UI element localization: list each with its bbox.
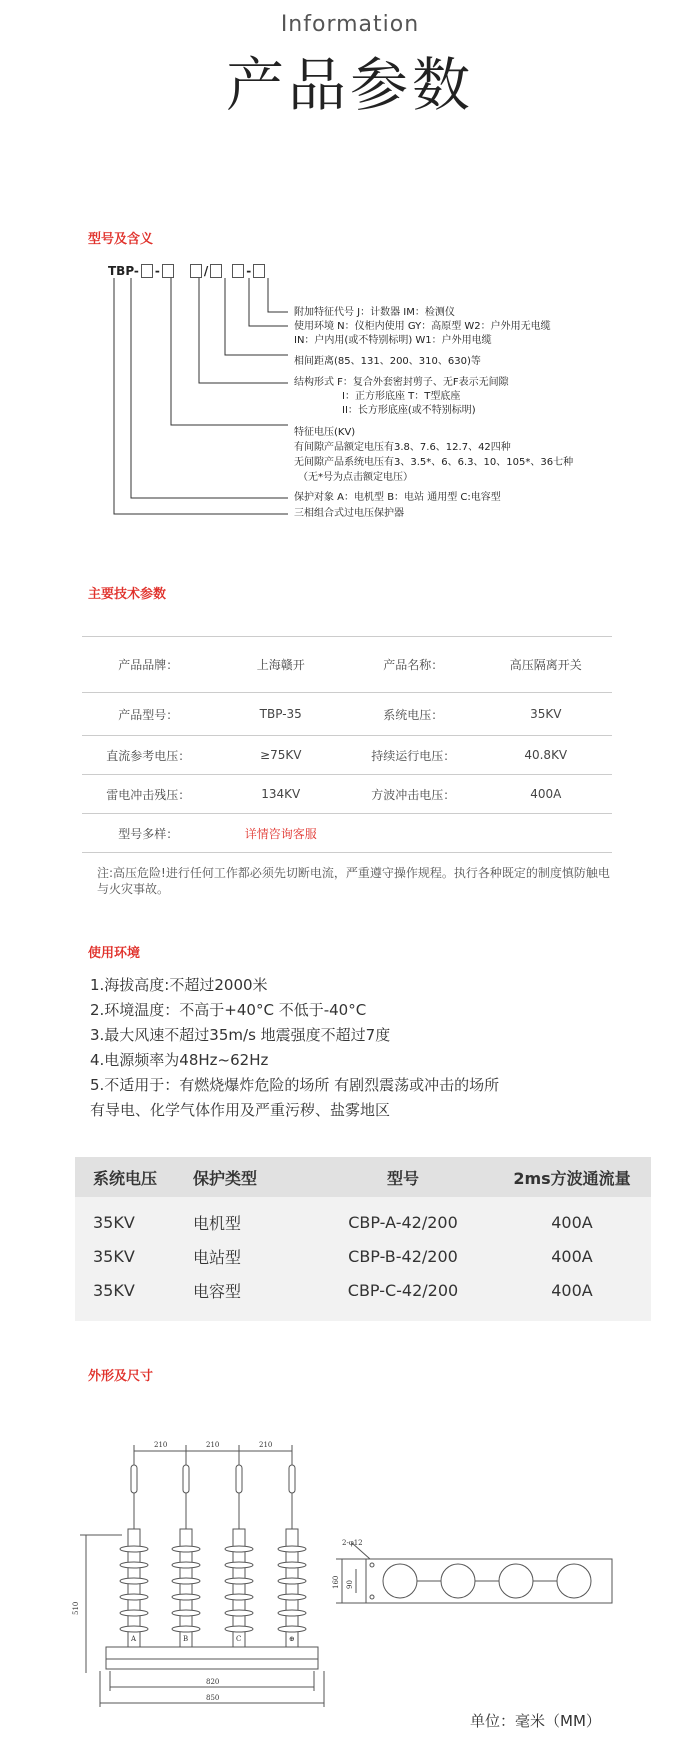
list-item: 有导电、化学气体作用及严重污秽、盐雾地区 xyxy=(90,1101,391,1119)
table-cell: 电站型 xyxy=(193,1247,242,1267)
spec-value: ≥75KV xyxy=(260,748,302,762)
legend-line: IN：户内用(或不特别标明) W1：户外用电缆 xyxy=(294,335,492,346)
legend-line: （无*号为点击额定电压） xyxy=(298,472,413,483)
table-header xyxy=(75,1157,651,1197)
dim-spacing: 210 xyxy=(154,1441,168,1449)
table-row xyxy=(82,693,612,736)
code-sep: - xyxy=(246,264,252,278)
table-cell: CBP-B-42/200 xyxy=(348,1246,458,1266)
legend-line: 特征电压(KV) xyxy=(294,427,356,438)
legend-line: I：正方形底座 T：T型底座 xyxy=(342,391,461,402)
model-code-bracket xyxy=(108,278,288,518)
spec-value: TBP-35 xyxy=(259,707,302,721)
list-item: 3.最大风速不超过35m/s 地震强度不超过7度 xyxy=(90,1026,391,1044)
list-item: 4.电源频率为48Hz~62Hz xyxy=(90,1051,269,1069)
code-box xyxy=(162,264,174,278)
code-sep: / xyxy=(203,264,209,278)
top-view-drawing xyxy=(330,1535,620,1625)
phase-label: ⊕ xyxy=(289,1635,295,1643)
dim-spacing: 210 xyxy=(259,1441,273,1449)
env-list xyxy=(90,973,499,1123)
list-item: 2.环境温度：不高于+40°C 不低于-40°C xyxy=(90,1001,367,1019)
model-section-title: 型号及含义 xyxy=(88,232,154,247)
table-header-cell: 型号 xyxy=(386,1168,419,1188)
spec-label: 型号多样： xyxy=(118,826,179,841)
table-cell: 35KV xyxy=(93,1212,135,1232)
code-prefix: TBP- xyxy=(108,264,139,278)
dim-spacing: 210 xyxy=(206,1441,220,1449)
dim-side-height: 160 xyxy=(332,1575,340,1589)
phase-label: C xyxy=(236,1635,242,1643)
code-sep: - xyxy=(154,264,160,278)
spec-value: 40.8KV xyxy=(524,748,568,762)
spec-label: 持续运行电压： xyxy=(371,748,456,763)
table-row xyxy=(75,1205,651,1239)
legend-line: II：长方形底座(或不特别标明) xyxy=(342,405,476,416)
legend-line: 无间隙产品系统电压有3、3.5*、6、6.3、10、105*、36七种 xyxy=(294,457,574,468)
spec-label: 产品名称： xyxy=(383,658,444,672)
page-title: 产品参数 xyxy=(225,51,474,119)
phase-label: B xyxy=(183,1635,189,1643)
spec-label: 方波冲击电压： xyxy=(371,787,456,802)
table-cell: 35KV xyxy=(93,1246,135,1266)
table-row xyxy=(75,1273,651,1307)
table-cell: CBP-A-42/200 xyxy=(348,1212,458,1232)
code-box xyxy=(253,264,265,278)
spec-label: 产品型号： xyxy=(118,707,179,722)
model-table xyxy=(75,1157,651,1321)
spec-section-title: 主要技术参数 xyxy=(88,587,167,602)
insulator-stack xyxy=(120,1465,306,1647)
table-row xyxy=(82,775,612,814)
spec-label: 系统电压： xyxy=(383,707,444,722)
legend-line: 使用环境 N：仪柜内使用 GY：高原型 W2：户外用无电缆 xyxy=(294,321,551,332)
dim-outer-width: 850 xyxy=(206,1694,220,1702)
code-box xyxy=(141,264,153,278)
list-item: 5.不适用于：有燃烧爆炸危险的场所 有剧烈震荡或冲击的场所 xyxy=(90,1076,500,1094)
list-item: 1.海拔高度:不超过2000米 xyxy=(90,976,268,994)
front-view-drawing xyxy=(70,1425,350,1715)
spec-value: 400A xyxy=(530,787,562,801)
table-header-cell: 系统电压 xyxy=(93,1168,158,1188)
safety-note: 注:高压危险!进行任何工作都必须先切断电流，严重遵守操作规程。执行各种既定的制度慎防触电与火灾事故。 xyxy=(97,866,610,896)
code-box xyxy=(210,264,222,278)
spec-value: 上海赣开 xyxy=(256,658,305,672)
table-row xyxy=(82,814,612,853)
legend-line: 相间距离(85、131、200、310、630)等 xyxy=(294,356,481,367)
dim-height: 510 xyxy=(72,1601,80,1615)
legend-line: 三相组合式过电压保护器 xyxy=(294,508,404,519)
consult-service-link[interactable]: 详情咨询客服 xyxy=(244,826,317,841)
table-cell: 400A xyxy=(551,1280,593,1300)
unit-label: 单位：毫米（MM） xyxy=(470,1712,601,1730)
spec-value: 35KV xyxy=(530,707,562,721)
code-box xyxy=(190,264,202,278)
dim-hole: 2-φ12 xyxy=(342,1539,363,1547)
table-cell: 400A xyxy=(551,1246,593,1266)
dim-inner-width: 820 xyxy=(206,1678,220,1686)
table-cell: CBP-C-42/200 xyxy=(347,1280,459,1300)
dimension-section-title: 外形及尺寸 xyxy=(88,1369,154,1384)
phase-label: A xyxy=(131,1635,137,1643)
spec-label: 直流参考电压： xyxy=(106,748,191,763)
table-row xyxy=(75,1239,651,1273)
table-cell: 400A xyxy=(551,1212,593,1232)
spec-table xyxy=(82,636,612,853)
table-cell: 电机型 xyxy=(193,1213,242,1233)
model-code xyxy=(108,264,265,278)
table-row xyxy=(82,736,612,775)
header-en-title: Information xyxy=(280,12,420,37)
spec-label: 雷电冲击残压： xyxy=(106,787,191,802)
table-header-cell: 保护类型 xyxy=(193,1168,258,1188)
table-cell: 35KV xyxy=(93,1280,135,1300)
code-box xyxy=(232,264,244,278)
table-header-cell: 2ms方波通流量 xyxy=(513,1168,631,1188)
table-cell: 电容型 xyxy=(193,1281,242,1301)
spec-value: 134KV xyxy=(261,787,301,801)
legend-line: 有间隙产品额定电压有3.8、7.6、12.7、42四种 xyxy=(294,442,511,453)
table-row xyxy=(82,637,612,693)
spec-label: 产品品牌： xyxy=(118,658,179,672)
legend-line: 附加特征代号 J：计数器 IM：检测仪 xyxy=(294,307,455,318)
dim-side-inner: 90 xyxy=(346,1580,354,1589)
env-section-title: 使用环境 xyxy=(88,946,141,961)
legend-line: 保护对象 A：电机型 B：电站 通用型 C:电容型 xyxy=(294,492,501,503)
spec-value: 高压隔离开关 xyxy=(509,658,582,672)
legend-line: 结构形式 F：复合外套密封剪子、无F表示无间隙 xyxy=(294,377,509,388)
